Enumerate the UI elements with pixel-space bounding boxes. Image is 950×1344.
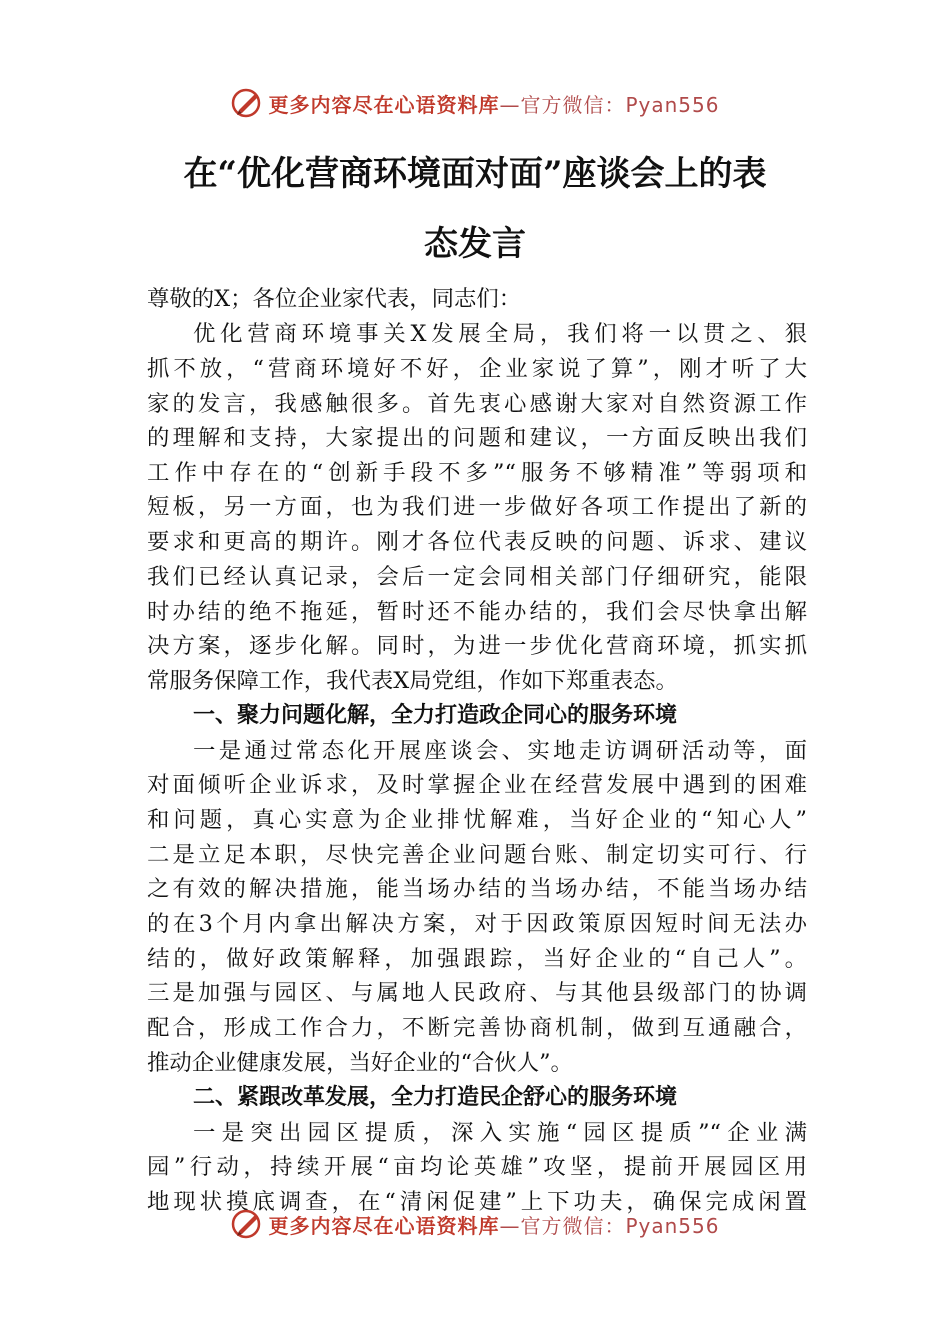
paragraph-line: 推动企业健康发展，当好企业的“合伙人”。 <box>147 1050 573 1076</box>
watermark-footer <box>0 1205 950 1243</box>
document-title-line-1: 在“优化营商环境面对面”座谈会上的表 <box>183 154 767 194</box>
pen-logo-icon <box>230 86 264 120</box>
paragraph-line: 短板，另一方面，也为我们进一步做好各项工作提出了新的 <box>147 494 807 520</box>
watermark-header <box>0 84 950 122</box>
paragraph-line: 要求和更高的期许。刚才各位代表反映的问题、诉求、建议 <box>147 529 807 555</box>
paragraph-line: 时办结的绝不拖延，暂时还不能办结的，我们会尽快拿出解 <box>147 599 807 625</box>
paragraph-line: 结的，做好政策解释，加强跟踪，当好企业的“自己人”。 <box>147 946 807 972</box>
paragraph-line: 二是立足本职，尽快完善企业问题台账、制定切实可行、行 <box>147 842 807 868</box>
section-heading-2: 二、紧跟改革发展，全力打造民企舒心的服务环境 <box>193 1085 678 1110</box>
paragraph-line: 我们已经认真记录，会后一定会同相关部门仔细研究，能限 <box>147 564 807 590</box>
salutation: 尊敬的X；各位企业家代表，同志们： <box>147 286 522 312</box>
watermark-main-text: 更多内容尽在心语资料库 <box>268 1213 500 1238</box>
paragraph-line: 和问题，真心实意为企业排忧解难，当好企业的“知心人” <box>147 807 807 833</box>
watermark-sub-text: —官方微信：Pyan556 <box>499 92 720 117</box>
paragraph-line: 决方案，逐步化解。同时，为进一步优化营商环境，抓实抓 <box>147 633 807 659</box>
paragraph-line: 园”行动，持续开展“亩均论英雄”攻坚，提前开展园区用 <box>147 1154 807 1180</box>
watermark-sub-text: —官方微信：Pyan556 <box>499 1213 720 1238</box>
paragraph-line: 优化营商环境事关X发展全局，我们将一以贯之、狠 <box>193 321 807 347</box>
paragraph-line: 对面倾听企业诉求，及时掌握企业在经营发展中遇到的困难 <box>147 772 807 798</box>
watermark-main-text: 更多内容尽在心语资料库 <box>268 92 500 117</box>
paragraph-line: 地现状摸底调查，在“清闲促建”上下功夫，确保完成闲置 <box>147 1189 807 1215</box>
paragraph-line: 的在3个月内拿出解决方案，对于因政策原因短时间无法办 <box>147 911 807 937</box>
paragraph-line: 一是通过常态化开展座谈会、实地走访调研活动等，面 <box>193 738 807 764</box>
paragraph-line: 一是突出园区提质，深入实施“园区提质”“企业满 <box>193 1120 807 1146</box>
paragraph-line: 工作中存在的“创新手段不多”“服务不够精准”等弱项和 <box>147 460 807 486</box>
section-heading-1: 一、聚力问题化解，全力打造政企同心的服务环境 <box>193 703 678 728</box>
document-title-line-2: 态发言 <box>424 224 526 264</box>
paragraph-line: 配合，形成工作合力，不断完善协商机制，做到互通融合， <box>147 1015 807 1041</box>
pen-logo-icon <box>230 1207 264 1241</box>
paragraph-line: 三是加强与园区、与属地人民政府、与其他县级部门的协调 <box>147 980 807 1006</box>
paragraph-line: 之有效的解决措施，能当场办结的当场办结，不能当场办结 <box>147 876 807 902</box>
paragraph-line: 家的发言，我感触很多。首先衷心感谢大家对自然资源工作 <box>147 391 807 417</box>
paragraph-line: 的理解和支持，大家提出的问题和建议，一方面反映出我们 <box>147 425 807 451</box>
paragraph-line: 常服务保障工作，我代表X局党组，作如下郑重表态。 <box>147 668 678 694</box>
paragraph-line: 抓不放，“营商环境好不好，企业家说了算”，刚才听了大 <box>147 356 807 382</box>
